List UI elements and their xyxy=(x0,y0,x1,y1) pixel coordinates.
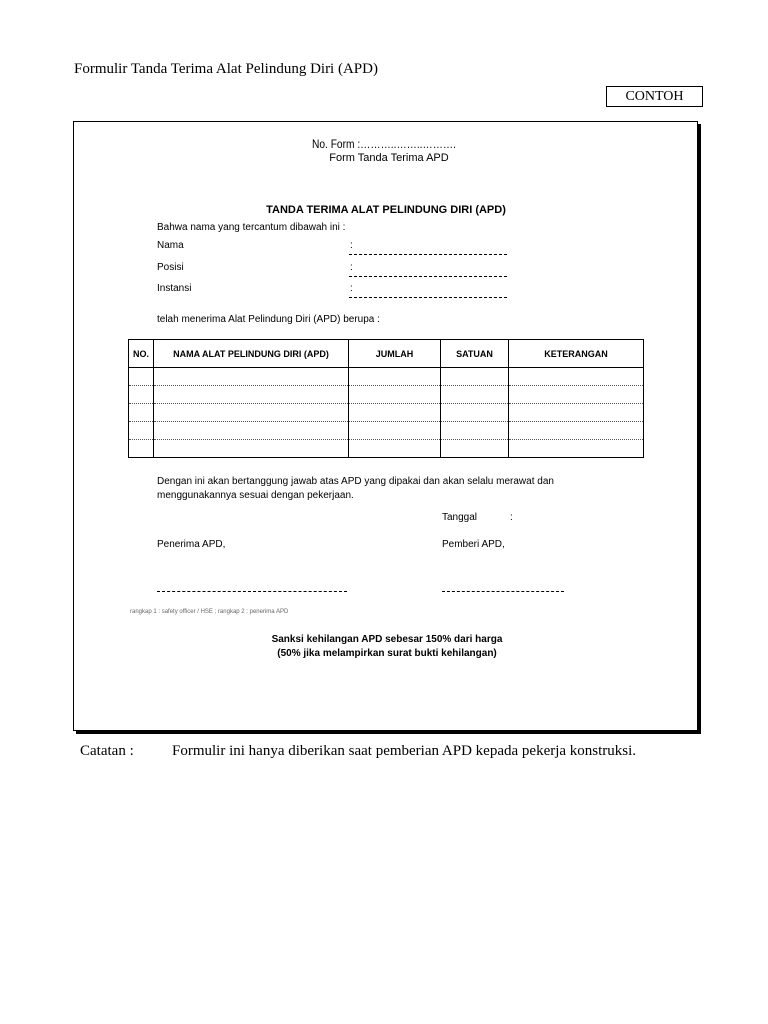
pemberi-signature-line[interactable] xyxy=(442,591,564,592)
table-row xyxy=(129,422,644,440)
table-cell[interactable] xyxy=(349,440,441,458)
column-header-satuan: SATUAN xyxy=(441,340,509,368)
table-cell[interactable] xyxy=(441,368,509,386)
apd-table xyxy=(128,339,644,458)
table-cell[interactable] xyxy=(129,422,154,440)
field-colon: : xyxy=(350,240,353,251)
table-row xyxy=(129,404,644,422)
column-header-nama-apd: NAMA ALAT PELINDUNG DIRI (APD) xyxy=(154,340,349,368)
form-subtitle: Form Tanda Terima APD xyxy=(329,152,449,164)
table-cell[interactable] xyxy=(154,422,349,440)
note-text: Formulir ini hanya diberikan saat pemberian APD kepada pekerja konstruksi. xyxy=(172,743,637,759)
field-colon: : xyxy=(350,283,353,294)
contoh-stamp: CONTOH xyxy=(606,86,703,107)
note-label: Catatan : xyxy=(80,743,134,759)
table-cell[interactable] xyxy=(441,440,509,458)
table-cell[interactable] xyxy=(349,386,441,404)
table-cell[interactable] xyxy=(154,368,349,386)
table-cell[interactable] xyxy=(509,368,644,386)
tanggal-colon: : xyxy=(510,512,513,523)
copies-note: rangkap 1 : safety officer / HSE ; rangkap 2 : penerima APD xyxy=(130,609,289,615)
table-cell[interactable] xyxy=(349,404,441,422)
table-cell[interactable] xyxy=(509,440,644,458)
table-cell[interactable] xyxy=(129,440,154,458)
pemberi-label: Pemberi APD, xyxy=(442,539,505,550)
penerima-label: Penerima APD, xyxy=(157,539,226,550)
table-cell[interactable] xyxy=(349,422,441,440)
nama-fill-line[interactable] xyxy=(349,254,507,255)
table-row xyxy=(129,368,644,386)
document-title: Formulir Tanda Terima Alat Pelindung Diri (APD) xyxy=(74,61,378,77)
form-number: No. Form :………..……..………. xyxy=(312,137,456,151)
posisi-fill-line[interactable] xyxy=(349,276,507,277)
table-cell[interactable] xyxy=(154,386,349,404)
table-cell[interactable] xyxy=(129,386,154,404)
table-row xyxy=(129,440,644,458)
table-cell[interactable] xyxy=(441,386,509,404)
sanksi-line-2: (50% jika melampirkan surat bukti kehilangan) xyxy=(277,648,497,659)
table-header-row xyxy=(129,340,644,368)
field-label-nama: Nama xyxy=(157,240,184,251)
column-header-jumlah: JUMLAH xyxy=(349,340,441,368)
instansi-fill-line[interactable] xyxy=(349,297,507,298)
table-cell[interactable] xyxy=(154,440,349,458)
table-cell[interactable] xyxy=(129,404,154,422)
table-cell[interactable] xyxy=(509,386,644,404)
table-cell[interactable] xyxy=(129,368,154,386)
field-label-posisi: Posisi xyxy=(157,262,184,273)
table-cell[interactable] xyxy=(441,422,509,440)
column-header-no: NO. xyxy=(129,340,154,368)
sanksi-line-1: Sanksi kehilangan APD sebesar 150% dari harga xyxy=(271,634,503,645)
received-text: telah menerima Alat Pelindung Diri (APD) berupa : xyxy=(157,314,380,325)
table-cell[interactable] xyxy=(441,404,509,422)
tanggal-label: Tanggal xyxy=(442,512,478,523)
table-cell[interactable] xyxy=(509,422,644,440)
table-cell[interactable] xyxy=(349,368,441,386)
intro-text: Bahwa nama yang tercantum dibawah ini : xyxy=(157,222,346,233)
table-row xyxy=(129,386,644,404)
field-colon: : xyxy=(350,262,353,273)
form-heading: TANDA TERIMA ALAT PELINDUNG DIRI (APD) xyxy=(266,204,506,216)
responsibility-statement: Dengan ini akan bertanggung jawab atas APD yang dipakai dan akan selalu merawat dan menggunakannya sesuai dengan pekerjaan. xyxy=(157,476,554,501)
penerima-signature-line[interactable] xyxy=(157,591,347,592)
field-label-instansi: Instansi xyxy=(157,283,192,294)
table-cell[interactable] xyxy=(154,404,349,422)
column-header-keterangan: KETERANGAN xyxy=(509,340,644,368)
table-cell[interactable] xyxy=(509,404,644,422)
